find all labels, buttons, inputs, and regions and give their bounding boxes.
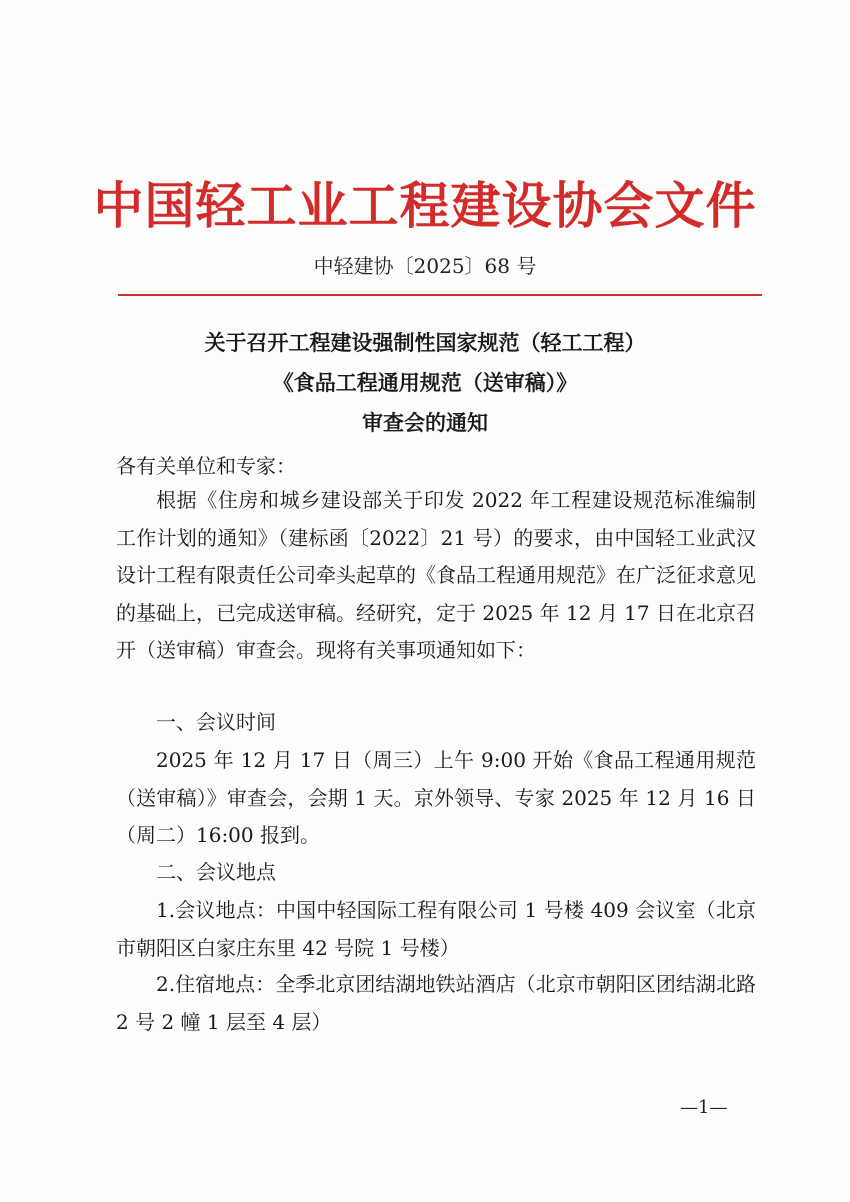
venue-paragraph: 1.会议地点：中国中轻国际工程有限公司 1 号楼 409 会议室（北京市朝阳区白家庄东里 42 号院 1 号楼） xyxy=(116,898,756,960)
section-1-block xyxy=(116,742,756,855)
intro-paragraph: 根据《住房和城乡建设部关于印发 2022 年工程建设规范标准编制工作计划的通知》（建标函〔2022〕21 号）的要求，由中国轻工业武汉设计工程有限责任公司牵头起草的《食品工程通用规范》在广泛征求意见的基础上，已完成送审稿。经研究，定于 2025 年 12 月 17 日在北京召开（送审稿）审查会。现将有关事项通知如下： xyxy=(116,488,756,662)
notice-title-line-3: 审查会的通知 xyxy=(362,410,488,435)
red-divider-line xyxy=(118,294,762,296)
section-2-heading: 二、会议地点 xyxy=(156,860,276,884)
venue-block xyxy=(116,892,756,967)
intro-block xyxy=(116,482,756,670)
salutation: 各有关单位和专家： xyxy=(116,454,296,478)
lodging-paragraph: 2.住宿地点：全季北京团结湖地铁站酒店（北京市朝阳区团结湖北路 2 号 2 幢 1 层至 4 层） xyxy=(116,972,756,1034)
notice-title-line-1: 关于召开工程建设强制性国家规范（轻工工程） xyxy=(204,330,646,355)
issuer-header-title: 中国轻工业工程建设协会文件 xyxy=(93,176,757,235)
notice-title-line-2: 《食品工程通用规范（送审稿）》 xyxy=(272,370,578,395)
lodging-block xyxy=(116,966,756,1041)
section-1-heading: 一、会议时间 xyxy=(156,710,276,734)
section-1-paragraph: 2025 年 12 月 17 日（周三）上午 9:00 开始《食品工程通用规范（送审稿）》审查会，会期 1 天。京外领导、专家 2025 年 12 月 16 日（周二）16:00 报到。 xyxy=(116,748,756,847)
document-number: 中轻建协〔2025〕68 号 xyxy=(313,254,537,278)
page-number: —1— xyxy=(680,1097,728,1118)
